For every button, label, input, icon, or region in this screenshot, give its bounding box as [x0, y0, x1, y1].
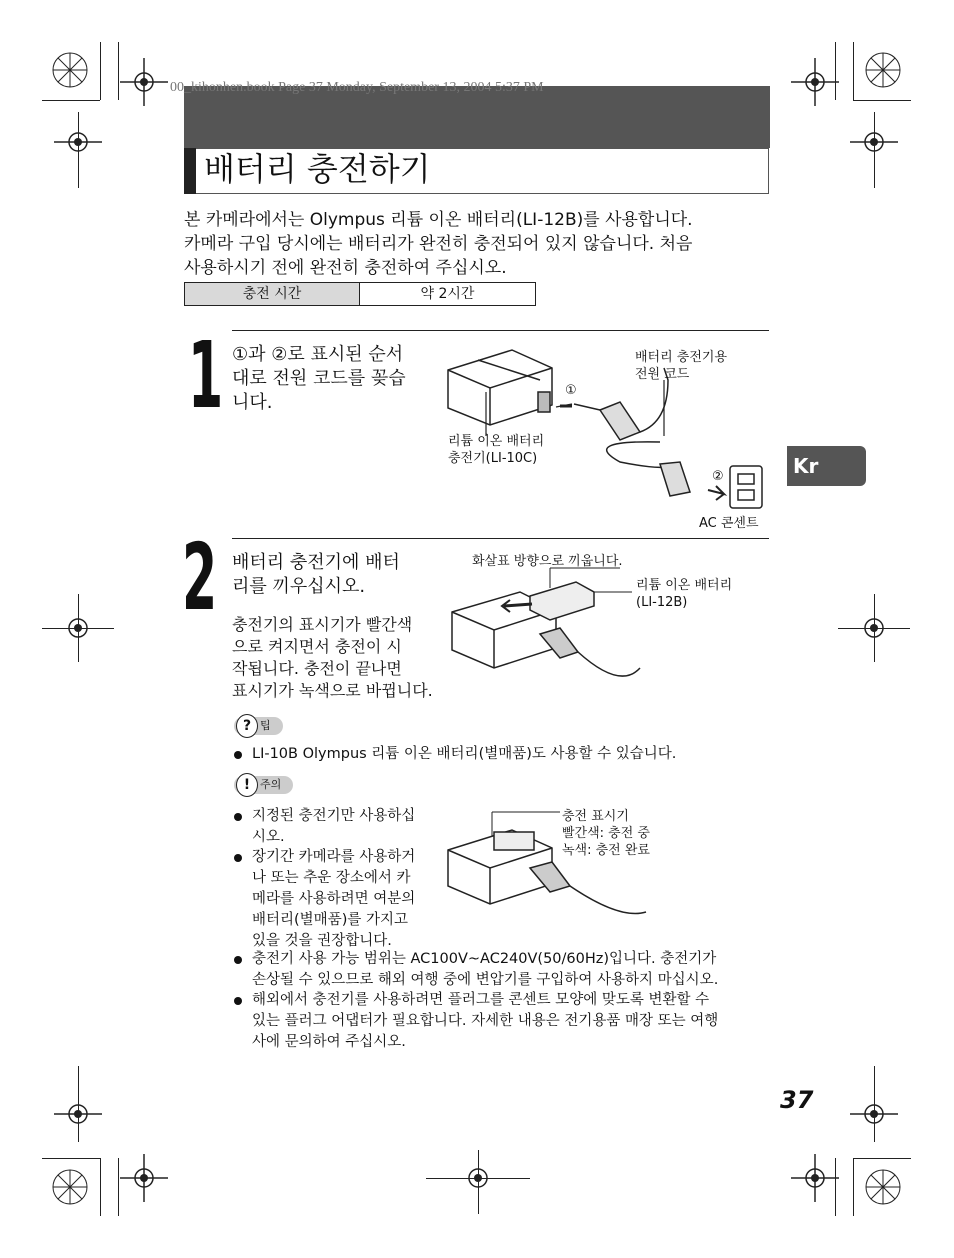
charge-indicator-labels: [562, 808, 650, 859]
bullet-icon: [234, 956, 242, 964]
step1-line: 대로 전원 코드를 꽂습: [232, 368, 406, 389]
page-number: 37: [780, 1086, 814, 1114]
step2-desc-line: 으로 켜지면서 충전이 시: [232, 637, 402, 656]
tip-label: 팁: [260, 719, 271, 732]
step1-number: 1: [188, 322, 224, 429]
power-cord-label-line2: 전원 코드: [635, 367, 690, 382]
question-icon: ?: [236, 714, 258, 738]
caution-item-1-line: 지정된 충전기만 사용하십: [252, 808, 416, 824]
caution-item-2-line: 메라를 사용하려면 여분의: [252, 891, 416, 907]
intro-line: 사용하시기 전에 완전히 충전하여 주십시오.: [184, 258, 507, 278]
caution-label: 주의: [260, 778, 282, 791]
step1-line: 니다.: [232, 392, 273, 413]
page-title: 배터리 충전하기: [204, 150, 431, 188]
battery-label-line2: (LI-12B): [636, 595, 688, 610]
step2-desc-line: 충전기의 표시기가 빨간색: [232, 615, 413, 634]
step1-line: ①과 ②로 표시된 순서: [232, 344, 404, 365]
arrow-caption: 화살표 방향으로 끼웁니다.: [472, 554, 623, 569]
power-cord-label-line1: 배터리 충전기용: [635, 350, 728, 365]
caution-item-3-line: 충전기 사용 가능 범위는 AC100V~AC240V(50/60Hz)입니다. 충전기가: [252, 951, 717, 967]
indicator-red: 빨간색: 충전 중: [562, 826, 650, 841]
charger-label-line2: 충전기(LI-10C): [448, 451, 538, 466]
indicator-title: 충전 표시기: [562, 809, 629, 824]
step2-line: 배터리 충전기에 배터: [232, 552, 400, 573]
caution-item-4-line: 해외에서 충전기를 사용하려면 플러그를 콘센트 모양에 맞도록 변환할 수: [252, 992, 710, 1008]
ac-outlet-label: AC 콘센트: [699, 516, 759, 531]
caution-item-4-line: 있는 플러그 어댑터가 필요합니다. 자세한 내용은 전기용품 매장 또는 여행: [252, 1013, 719, 1029]
tip-item-text: LI-10B Olympus 리튬 이온 배터리(별매품)도 사용할 수 있습니다.: [252, 746, 677, 762]
caution-item-2-line: 나 또는 추운 장소에서 카: [252, 870, 411, 886]
language-tab: Kr: [787, 446, 866, 486]
battery-label-line1: 리튬 이온 배터리: [636, 578, 733, 593]
step2-desc-line: 작됩니다. 충전이 끝나면: [232, 659, 402, 678]
bullet-icon: [234, 997, 242, 1005]
caution-item-4-line: 사에 문의하여 주십시오.: [252, 1034, 406, 1050]
charger-label-line1: 리튬 이온 배터리: [448, 434, 545, 449]
caution-item-1-line: 시오.: [252, 829, 285, 845]
charge-time-value: 약 2시간: [420, 286, 475, 302]
intro-line: 카메라 구입 당시에는 배터리가 완전히 충전되어 있지 않습니다. 처음: [184, 234, 693, 254]
caution-item-2-line: 장기간 카메라를 사용하거: [252, 849, 416, 865]
book-header: 00_kihonhen.book Page 37 Monday, September 13, 2004 5:37 PM: [170, 80, 544, 95]
step2-desc-line: 표시기가 녹색으로 바뀝니다.: [232, 681, 433, 700]
caution-item-2-line: 있을 것을 권장합니다.: [252, 933, 392, 949]
step2-number: 2: [182, 524, 218, 631]
caution-item-2-line: 배터리(별매품)를 가지고: [252, 912, 408, 928]
step2-line: 리를 끼우십시오.: [232, 576, 366, 597]
caution-item-3-line: 손상될 수 있으므로 해외 여행 중에 변압기를 구입하여 사용하지 마십시오.: [252, 972, 719, 988]
step-marker-1: ①: [565, 383, 577, 398]
intro-line: 본 카메라에서는 Olympus 리튬 이온 배터리(LI-12B)를 사용합니다.: [184, 210, 693, 230]
charge-time-label: 충전 시간: [185, 283, 360, 305]
indicator-green: 녹색: 충전 완료: [562, 843, 650, 858]
step-marker-2: ②: [712, 469, 724, 484]
exclamation-icon: !: [236, 773, 258, 797]
